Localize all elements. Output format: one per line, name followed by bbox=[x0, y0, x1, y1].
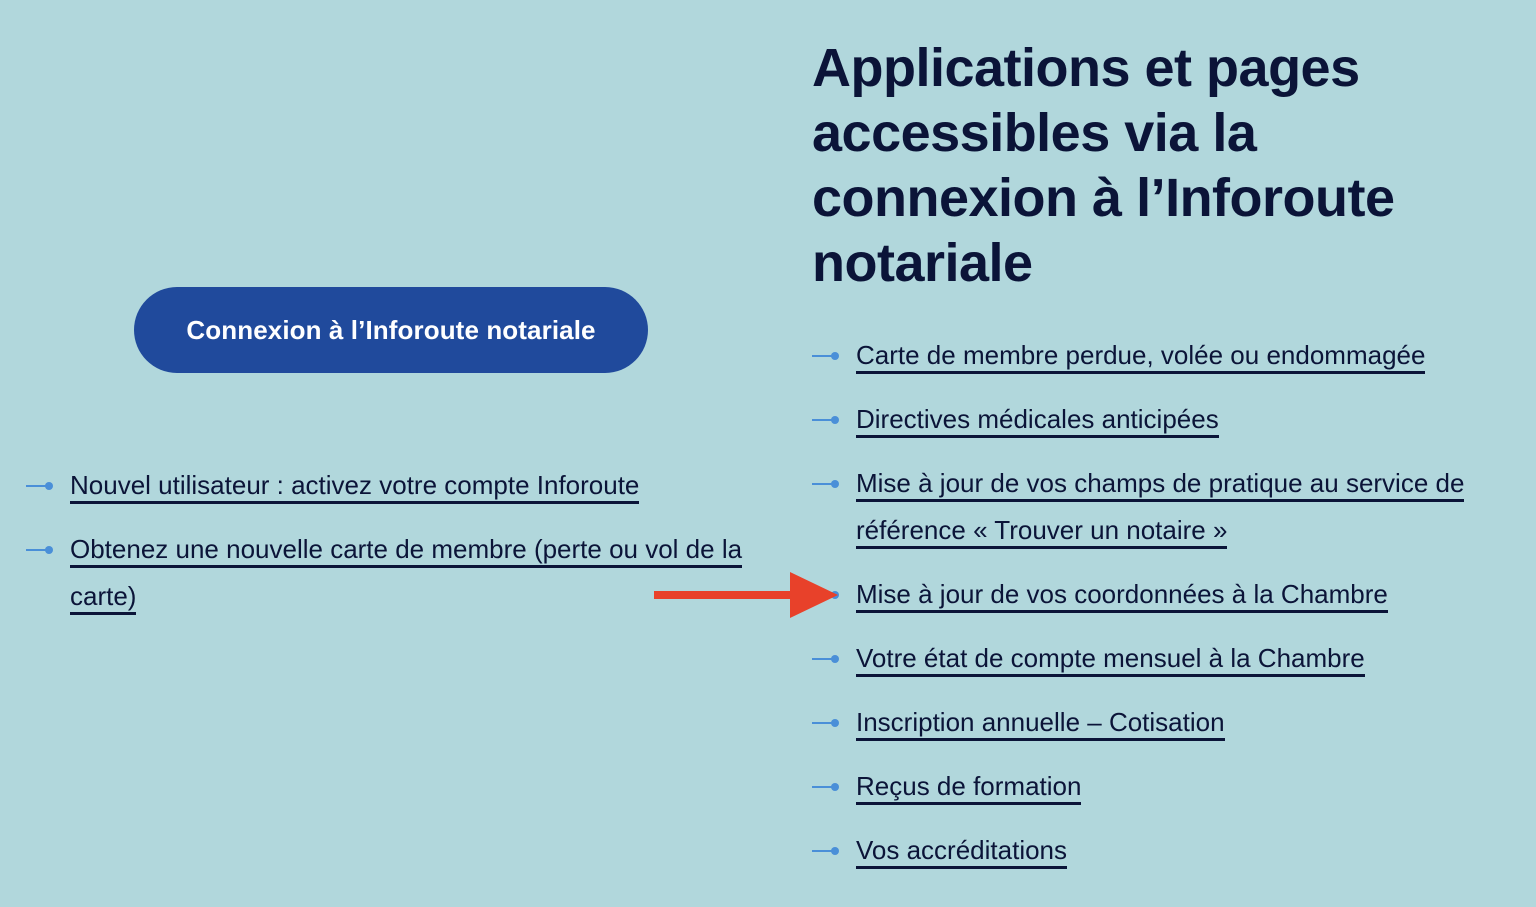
monthly-statement-link[interactable]: Votre état de compte mensuel à la Chambre bbox=[856, 635, 1365, 682]
list-item bbox=[812, 396, 1512, 443]
red-arrow-icon bbox=[654, 572, 838, 618]
right-link-list bbox=[812, 332, 1512, 891]
list-item bbox=[812, 571, 1512, 618]
list-item bbox=[26, 462, 766, 509]
list-item bbox=[812, 827, 1512, 874]
arrow-right-icon bbox=[26, 462, 70, 509]
activate-account-link[interactable]: Nouvel utilisateur : activez votre compte Inforoute bbox=[70, 462, 639, 509]
update-contact-details-link[interactable]: Mise à jour de vos coordonnées à la Chambre bbox=[856, 571, 1388, 618]
arrow-right-icon bbox=[812, 460, 856, 507]
page-title: Applications et pages accessibles via la connexion à l’Inforoute notariale bbox=[812, 38, 1395, 293]
list-item bbox=[812, 460, 1512, 554]
arrow-right-icon bbox=[812, 332, 856, 379]
training-receipts-link[interactable]: Reçus de formation bbox=[856, 763, 1081, 810]
arrow-right-icon bbox=[812, 635, 856, 682]
practice-fields-link[interactable]: Mise à jour de vos champs de pratique au service de référence « Trouver un notaire » bbox=[856, 460, 1512, 554]
accreditations-link[interactable]: Vos accréditations bbox=[856, 827, 1067, 874]
arrow-right-icon bbox=[812, 763, 856, 810]
annual-registration-link[interactable]: Inscription annuelle – Cotisation bbox=[856, 699, 1225, 746]
arrow-right-icon bbox=[812, 396, 856, 443]
lost-card-link[interactable]: Carte de membre perdue, volée ou endommagée bbox=[856, 332, 1425, 379]
list-item bbox=[812, 763, 1512, 810]
list-item bbox=[812, 635, 1512, 682]
medical-directives-link[interactable]: Directives médicales anticipées bbox=[856, 396, 1219, 443]
list-item bbox=[812, 699, 1512, 746]
inforoute-login-button[interactable]: Connexion à l’Inforoute notariale bbox=[134, 287, 648, 373]
arrow-right-icon bbox=[26, 526, 70, 573]
arrow-right-icon bbox=[812, 827, 856, 874]
new-member-card-link[interactable]: Obtenez une nouvelle carte de membre (perte ou vol de la carte) bbox=[70, 526, 766, 620]
arrow-right-icon bbox=[812, 699, 856, 746]
list-item bbox=[812, 332, 1512, 379]
